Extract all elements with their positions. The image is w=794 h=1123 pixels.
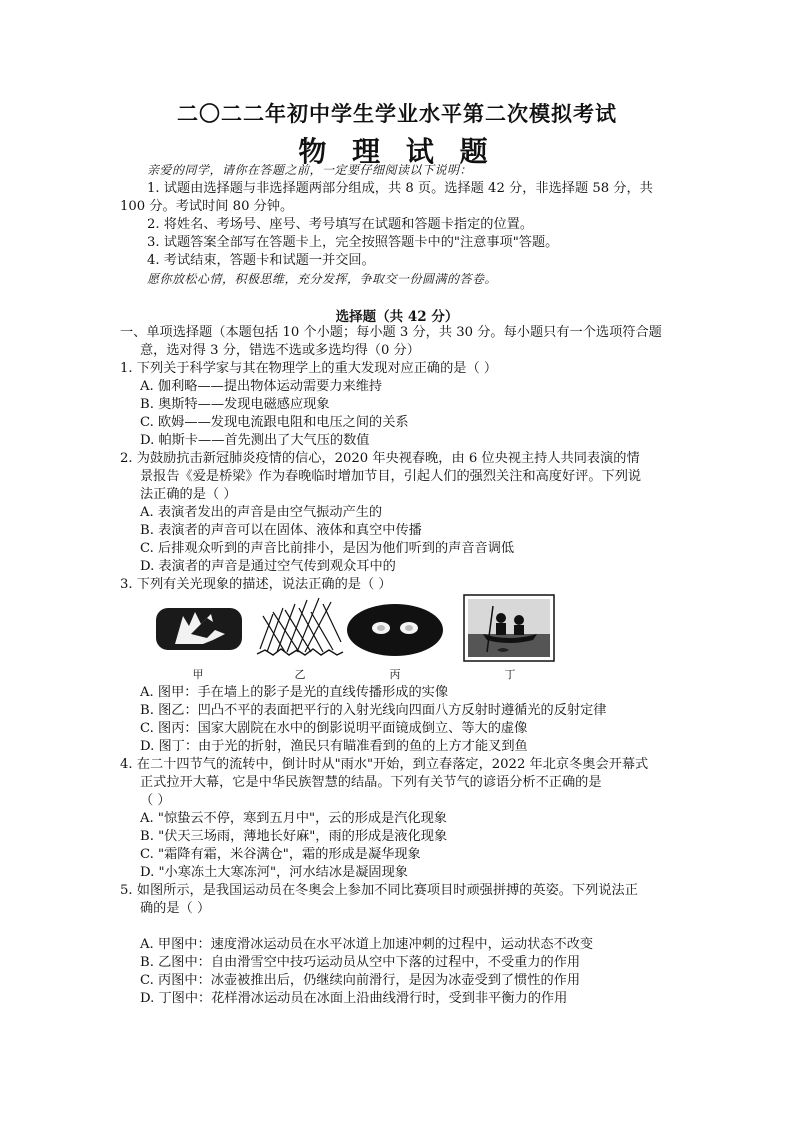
q2-stem-line-1: 2. 为鼓励抗击新冠肺炎疫情的信心，2020 年央视春晚，由 6 位央视主持人共同表演的情 — [120, 451, 640, 466]
q1-option-c: C. 欧姆——发现电流跟电阻和电压之间的关系 — [140, 415, 409, 430]
figure-jia-hand-shadow — [155, 604, 243, 654]
q5-stem-line-2: 确的是（ ） — [140, 901, 211, 916]
q3-figures — [155, 594, 565, 684]
instructions-greeting: 亲爱的同学，请你在答题之前，一定要仔细阅读以下说明： — [147, 163, 473, 177]
q1-option-b: B. 奥斯特——发现电磁感应现象 — [140, 397, 330, 412]
q2-stem-line-2: 景报告《爱是桥梁》作为春晚临时增加节目，引起人们的强烈关注和高度好评。下列说 — [140, 469, 642, 484]
exam-title: 二〇二二年初中学生学业水平第二次模拟考试 — [177, 101, 617, 126]
q4-option-d: D. "小寒冻土大寒冻河"，河水结冰是凝固现象 — [140, 865, 408, 880]
section-heading: 选择题（共 42 分） — [335, 309, 459, 325]
instruction-item-1-line-1: 1. 试题由选择题与非选择题两部分组成，共 8 页。选择题 42 分，非选择题 58 分，共 — [147, 181, 653, 196]
q5-option-d: D. 丁图中：花样滑冰运动员在冰面上沿曲线滑行时，受到非平衡力的作用 — [140, 991, 568, 1006]
figure-label-jia: 甲 — [192, 668, 204, 681]
q1-stem: 1. 下列关于科学家与其在物理学上的重大发现对应正确的是（ ） — [120, 361, 498, 376]
instruction-item-2: 2. 将姓名、考场号、座号、考号填写在试题和答题卡指定的位置。 — [147, 217, 534, 232]
q2-option-a: A. 表演者发出的声音是由空气振动产生的 — [140, 505, 383, 520]
q5-option-a: A. 甲图中：速度滑冰运动员在水平冰道上加速冲刺的过程中，运动状态不改变 — [140, 937, 594, 952]
q4-stem-line-1: 4. 在二十四节气的流转中，倒计时从"雨水"开始，到立春落定，2022 年北京冬奥会开幕式 — [120, 757, 649, 772]
q4-option-a: A. "惊蛰云不停，寒到五月中"，云的形成是汽化现象 — [140, 811, 447, 826]
q5-option-b: B. 乙图中：自由滑雪空中技巧运动员从空中下落的过程中，不受重力的作用 — [140, 955, 581, 970]
q3-stem: 3. 下列有关光现象的描述，说法正确的是（ ） — [120, 577, 392, 592]
figure-label-bing: 丙 — [389, 668, 401, 681]
q1-option-d: D. 帕斯卡——首先测出了大气压的数值 — [140, 433, 370, 448]
instruction-item-4: 4. 考试结束，答题卡和试题一并交回。 — [147, 253, 375, 268]
q5-option-c: C. 丙图中：冰壶被推出后，仍继续向前滑行，是因为冰壶受到了惯性的作用 — [140, 973, 581, 988]
q4-option-c: C. "霜降有霜，米谷满仓"，霜的形成是凝华现象 — [140, 847, 421, 862]
figure-label-yi: 乙 — [294, 668, 306, 681]
q2-option-d: D. 表演者的声音是通过空气传到观众耳中的 — [140, 559, 396, 574]
figure-yi-diffuse-reflection — [255, 594, 345, 662]
subject-title: 物 理 试 题 — [298, 135, 496, 168]
q4-stem-line-2: 正式拉开大幕，它是中华民族智慧的结晶。下列有关节气的谚语分析不正确的是 — [140, 775, 602, 790]
q3-option-b: B. 图乙：凹凸不平的表面把平行的入射光线向四面八方反射时遵循光的反射定律 — [140, 703, 607, 718]
q2-option-c: C. 后排观众听到的声音比前排小，是因为他们听到的声音音调低 — [140, 541, 515, 556]
instructions-wish: 愿你放松心情，积极思维，充分发挥，争取交一份圆满的答卷。 — [147, 272, 498, 286]
part-1-intro-line-1: 一、单项选择题（本题包括 10 个小题；每小题 3 分，共 30 分。每小题只有一个选项符合题 — [120, 325, 662, 340]
instruction-item-3: 3. 试题答案全部写在答题卡上，完全按照答题卡中的"注意事项"答题。 — [147, 235, 559, 250]
q1-option-a: A. 伽利略——提出物体运动需要力来维持 — [140, 379, 383, 394]
part-1-intro-line-2: 意，选对得 3 分，错选不选或多选均得（0 分） — [140, 343, 420, 358]
q5-stem-line-1: 5. 如图所示，是我国运动员在冬奥会上参加不同比赛项目时顽强拼搏的英姿。下列说法正 — [120, 883, 638, 898]
q3-option-d: D. 图丁：由于光的折射，渔民只有瞄准看到的鱼的上方才能叉到鱼 — [140, 739, 528, 754]
q3-option-c: C. 图丙：国家大剧院在水中的倒影说明平面镜成倒立、等大的虚像 — [140, 721, 528, 736]
q4-stem-line-3: （ ） — [140, 793, 171, 808]
q2-option-b: B. 表演者的声音可以在固体、液体和真空中传播 — [140, 523, 422, 538]
q3-option-a: A. 图甲：手在墙上的影子是光的直线传播形成的实像 — [140, 685, 449, 700]
figure-label-ding: 丁 — [504, 668, 516, 681]
figure-bing-theater-reflection — [345, 602, 445, 658]
figure-ding-spear-fishing — [463, 594, 555, 662]
q4-option-b: B. "伏天三场雨，薄地长好麻"，雨的形成是液化现象 — [140, 829, 448, 844]
instruction-item-1-line-2: 100 分。考试时间 80 分钟。 — [120, 199, 294, 214]
q2-stem-line-3: 法正确的是（ ） — [140, 487, 237, 502]
